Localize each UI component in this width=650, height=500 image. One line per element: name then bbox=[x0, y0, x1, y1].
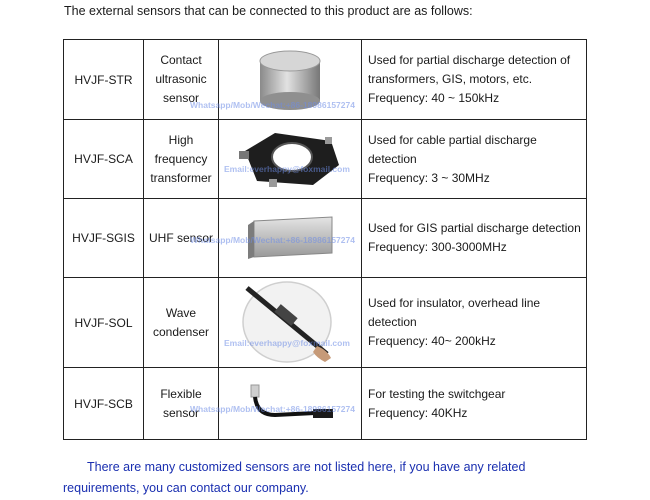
type-cell: Flexible sensor bbox=[144, 368, 219, 440]
table-row bbox=[64, 120, 587, 199]
watermark-whatsapp: Whatsapp/Mob/Wechat:+86-18986157274 bbox=[190, 404, 355, 414]
usage-text: Used for insulator, overhead line detection bbox=[368, 296, 541, 329]
frequency-text: Frequency: 40 ~ 150kHz bbox=[368, 91, 500, 105]
table-row bbox=[64, 199, 587, 278]
sensor-photo bbox=[219, 368, 362, 440]
model-cell: HVJF-SOL bbox=[64, 278, 144, 368]
watermark-email: Email:everhappy@foxmail.com bbox=[224, 164, 350, 174]
model-cell: HVJF-SCA bbox=[64, 120, 144, 199]
description-cell bbox=[362, 368, 587, 440]
type-cell: High frequency transformer bbox=[144, 120, 219, 199]
usage-text: Used for partial discharge detection of transformers, GIS, motors, etc. bbox=[368, 53, 571, 86]
usage-text: For testing the switchgear bbox=[368, 386, 506, 401]
sensor-photo bbox=[219, 40, 362, 120]
watermark-email: Email:everhappy@foxmail.com bbox=[224, 338, 350, 348]
usage-text: Used for GIS partial discharge detection bbox=[368, 221, 581, 235]
usage-text: Used for cable partial discharge detection bbox=[368, 132, 537, 166]
outro-text: There are many customized sensors are not listed here, if you have any related requirements, you can contact our company. bbox=[63, 460, 526, 495]
sensor-photo bbox=[219, 199, 362, 278]
wave-condenser-image bbox=[235, 280, 345, 366]
watermark-whatsapp: Whatsapp/Mob/Wechat:+86-18986157274 bbox=[190, 235, 355, 245]
type-cell: Contact ultrasonic sensor bbox=[144, 40, 219, 120]
ultrasonic-sensor-image bbox=[255, 47, 325, 113]
intro-text: The external sensors that can be connected to this product are as follows: bbox=[64, 4, 473, 18]
description-cell bbox=[362, 40, 587, 120]
watermark-whatsapp: Whatsapp/Mob/Wechat:+86-18986157274 bbox=[190, 100, 355, 110]
table-row bbox=[64, 40, 587, 120]
type-cell: Wave condenser bbox=[144, 278, 219, 368]
sensor-photo bbox=[219, 278, 362, 368]
frequency-text: Frequency: 300-3000MHz bbox=[368, 240, 507, 254]
uhf-sensor-image bbox=[240, 213, 340, 263]
description-cell bbox=[362, 278, 587, 368]
table-row bbox=[64, 368, 587, 440]
sensor-photo bbox=[219, 120, 362, 199]
frequency-text: Frequency: 40~ 200kHz bbox=[368, 334, 496, 348]
description-cell bbox=[362, 199, 587, 278]
model-cell: HVJF-SCB bbox=[64, 368, 144, 440]
table-row bbox=[64, 278, 587, 368]
hf-transformer-image bbox=[235, 127, 345, 191]
flexible-sensor-image bbox=[235, 379, 345, 429]
model-cell: HVJF-STR bbox=[64, 40, 144, 120]
frequency-text: Frequency: 40KHz bbox=[368, 405, 468, 420]
sensor-table bbox=[63, 39, 587, 440]
frequency-text: Frequency: 3 ~ 30MHz bbox=[368, 170, 490, 185]
model-cell: HVJF-SGIS bbox=[64, 199, 144, 278]
type-cell: UHF sensor bbox=[144, 199, 219, 278]
description-cell bbox=[362, 120, 587, 199]
